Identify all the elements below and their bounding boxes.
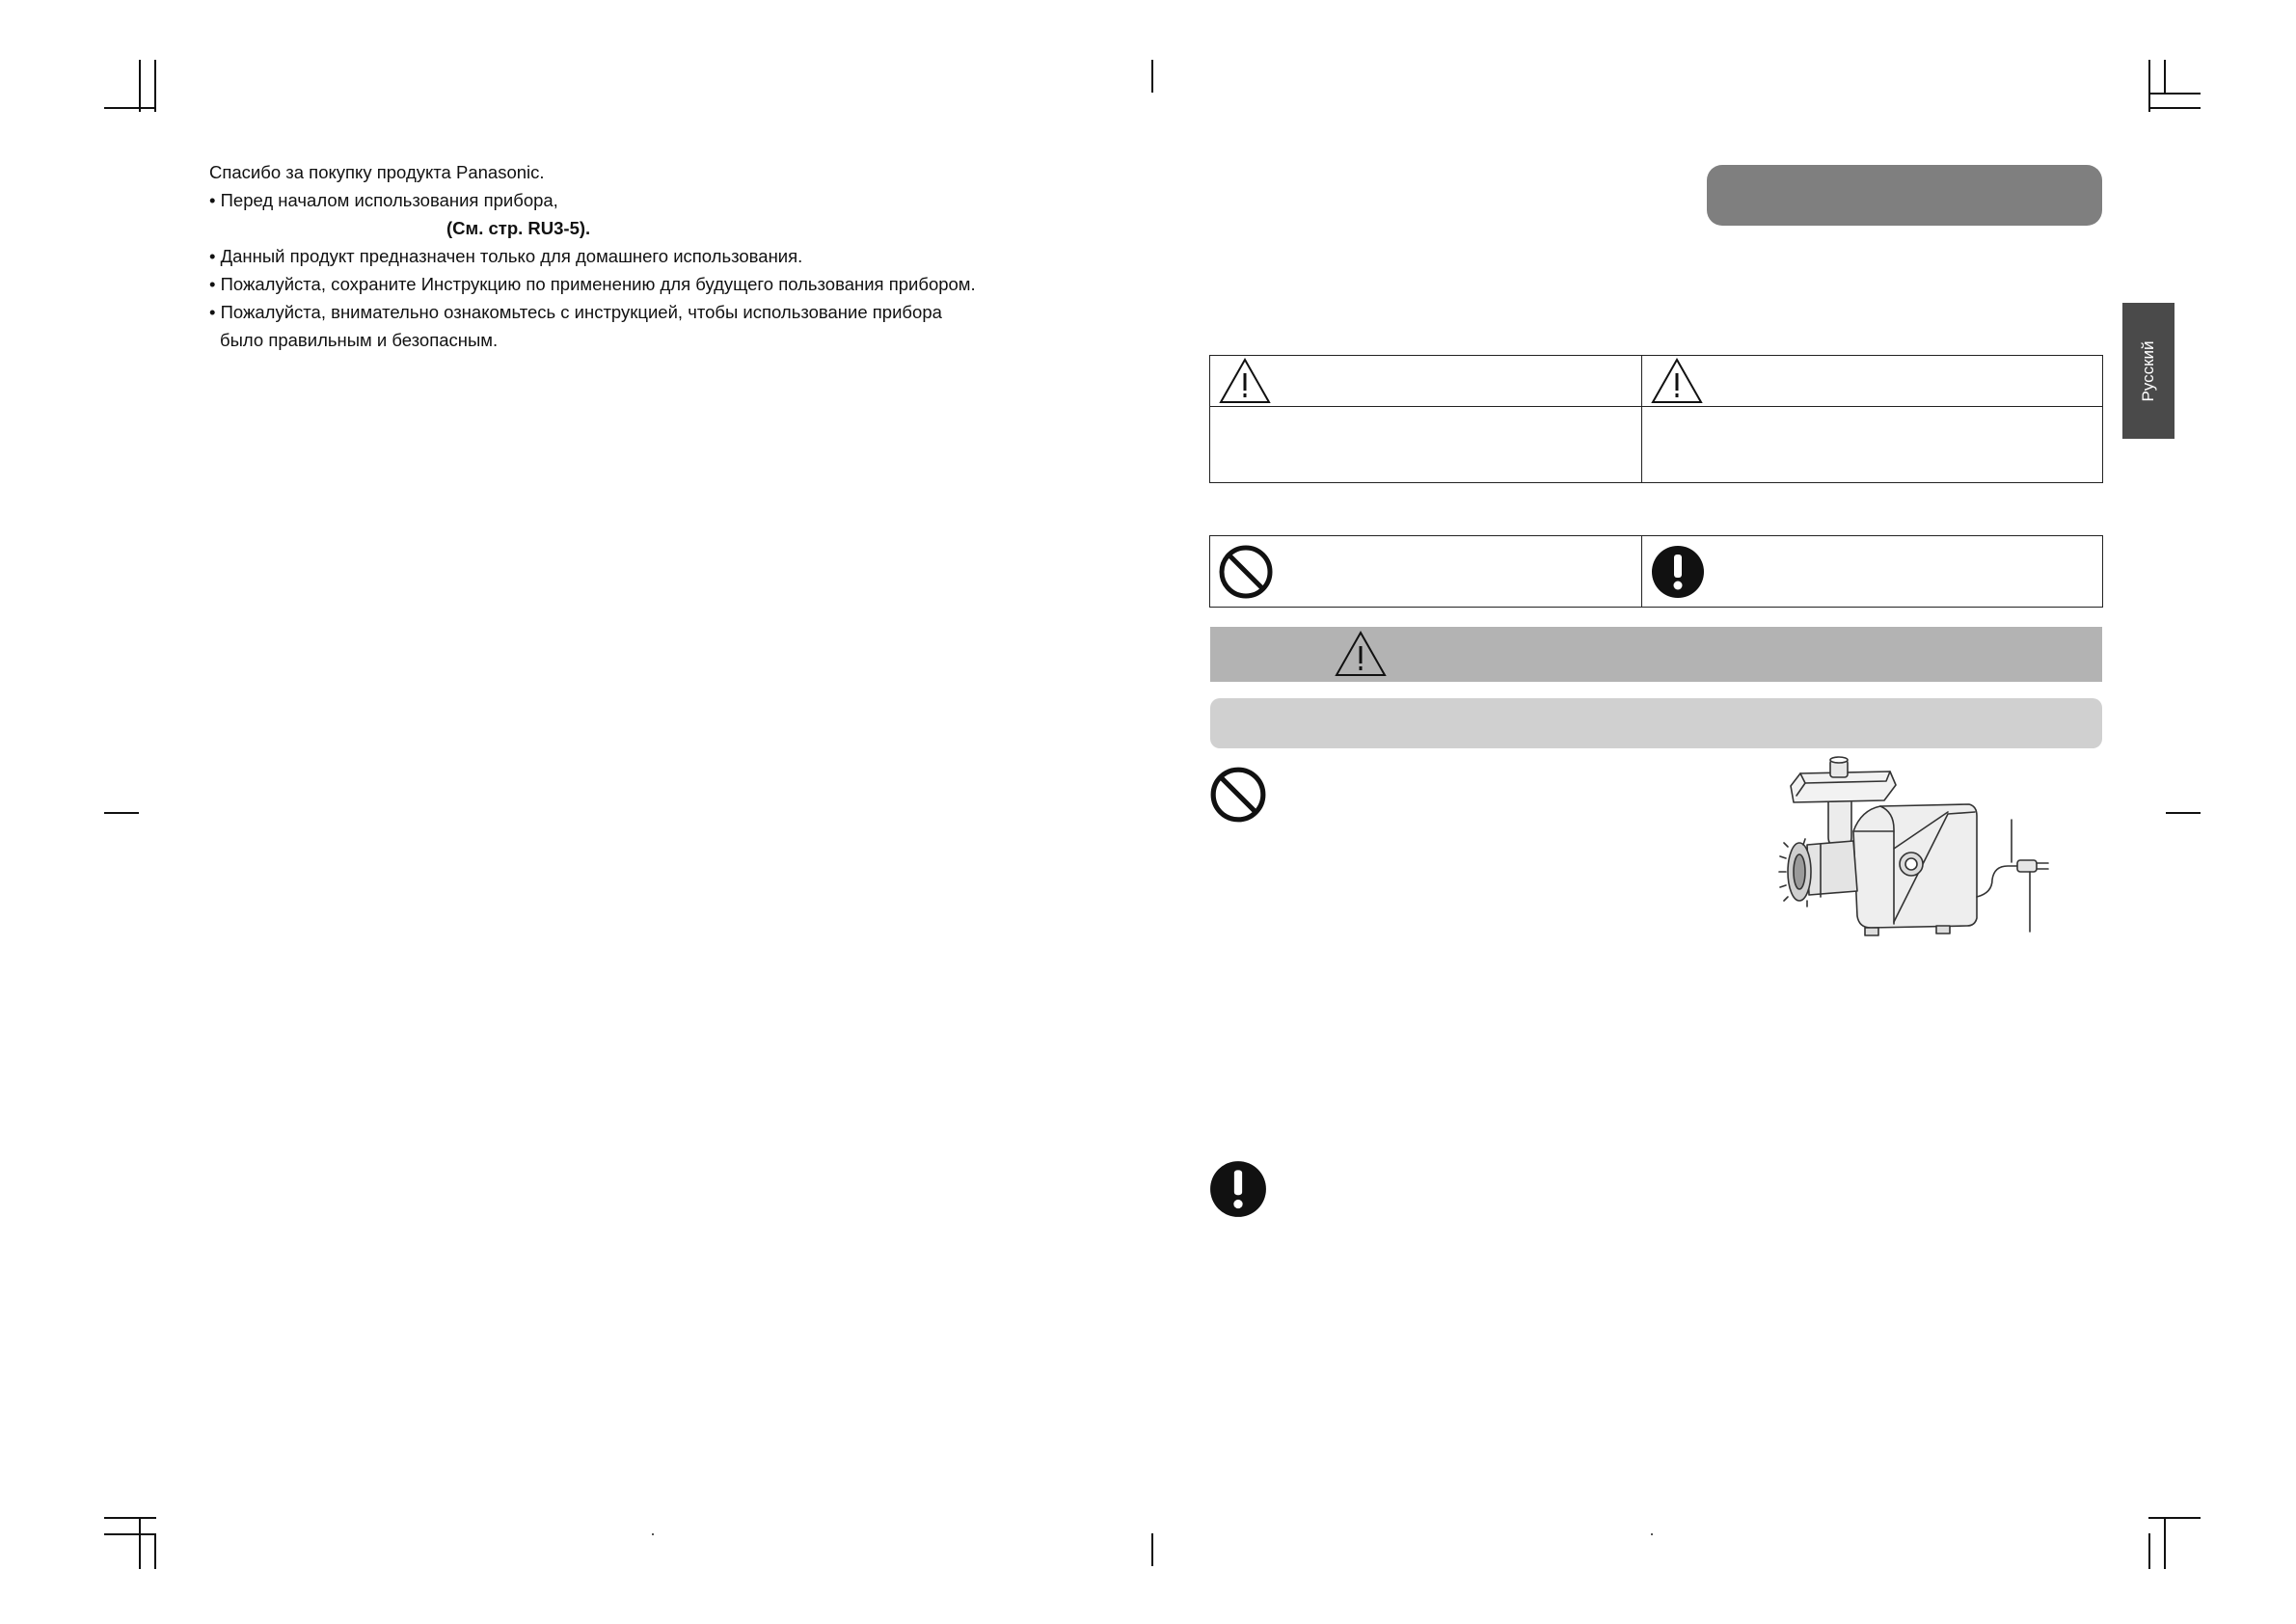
prohibition-legend-cell xyxy=(1210,536,1642,608)
language-tab-label: Русский xyxy=(2139,339,2157,402)
intro-line-home-use: • Данный продукт предназначен только для домашнего использования. xyxy=(209,246,803,266)
prohibition-icon xyxy=(1208,765,1268,825)
intro-line-page-ref: (См. стр. RU3-5). xyxy=(446,218,591,238)
intro-line-thanks: Спасибо за покупку продукта Panasonic. xyxy=(209,162,545,182)
exclamation-icon xyxy=(1208,1159,1268,1219)
exclamation-icon xyxy=(1649,543,1707,601)
warning-legend-body xyxy=(1210,407,1642,483)
intro-line-before-use: • Перед началом использования прибора, xyxy=(209,190,558,210)
meat-grinder-illustration xyxy=(1765,752,2054,984)
symbol-legend xyxy=(1209,535,2103,608)
intro-line-safe-use: было правильным и безопасным. xyxy=(220,330,499,350)
caution-legend-body xyxy=(1642,407,2103,483)
warning-triangle-icon xyxy=(1218,357,1272,405)
intro-text xyxy=(209,158,1077,354)
warning-caution-legend xyxy=(1209,355,2103,483)
warning-triangle-icon xyxy=(1650,357,1704,405)
sub-section-band xyxy=(1210,698,2102,748)
mandatory-legend-cell xyxy=(1642,536,2103,608)
warning-legend-header xyxy=(1210,356,1642,407)
intro-line-keep-manual: • Пожалуйста, сохраните Инструкцию по применению для будущего пользования прибором. xyxy=(209,274,976,294)
intro-line-read-carefully: • Пожалуйста, внимательно ознакомьтесь с инструкцией, чтобы использование прибора xyxy=(209,302,942,322)
page-tick-right xyxy=(1651,1533,1653,1535)
caution-legend-header xyxy=(1642,356,2103,407)
warning-triangle-icon xyxy=(1334,630,1388,678)
warning-band xyxy=(1210,627,2102,682)
language-tab xyxy=(2122,303,2174,439)
page-tick-left xyxy=(652,1533,654,1535)
prohibition-icon xyxy=(1217,543,1275,601)
section-header-bar xyxy=(1707,165,2102,226)
